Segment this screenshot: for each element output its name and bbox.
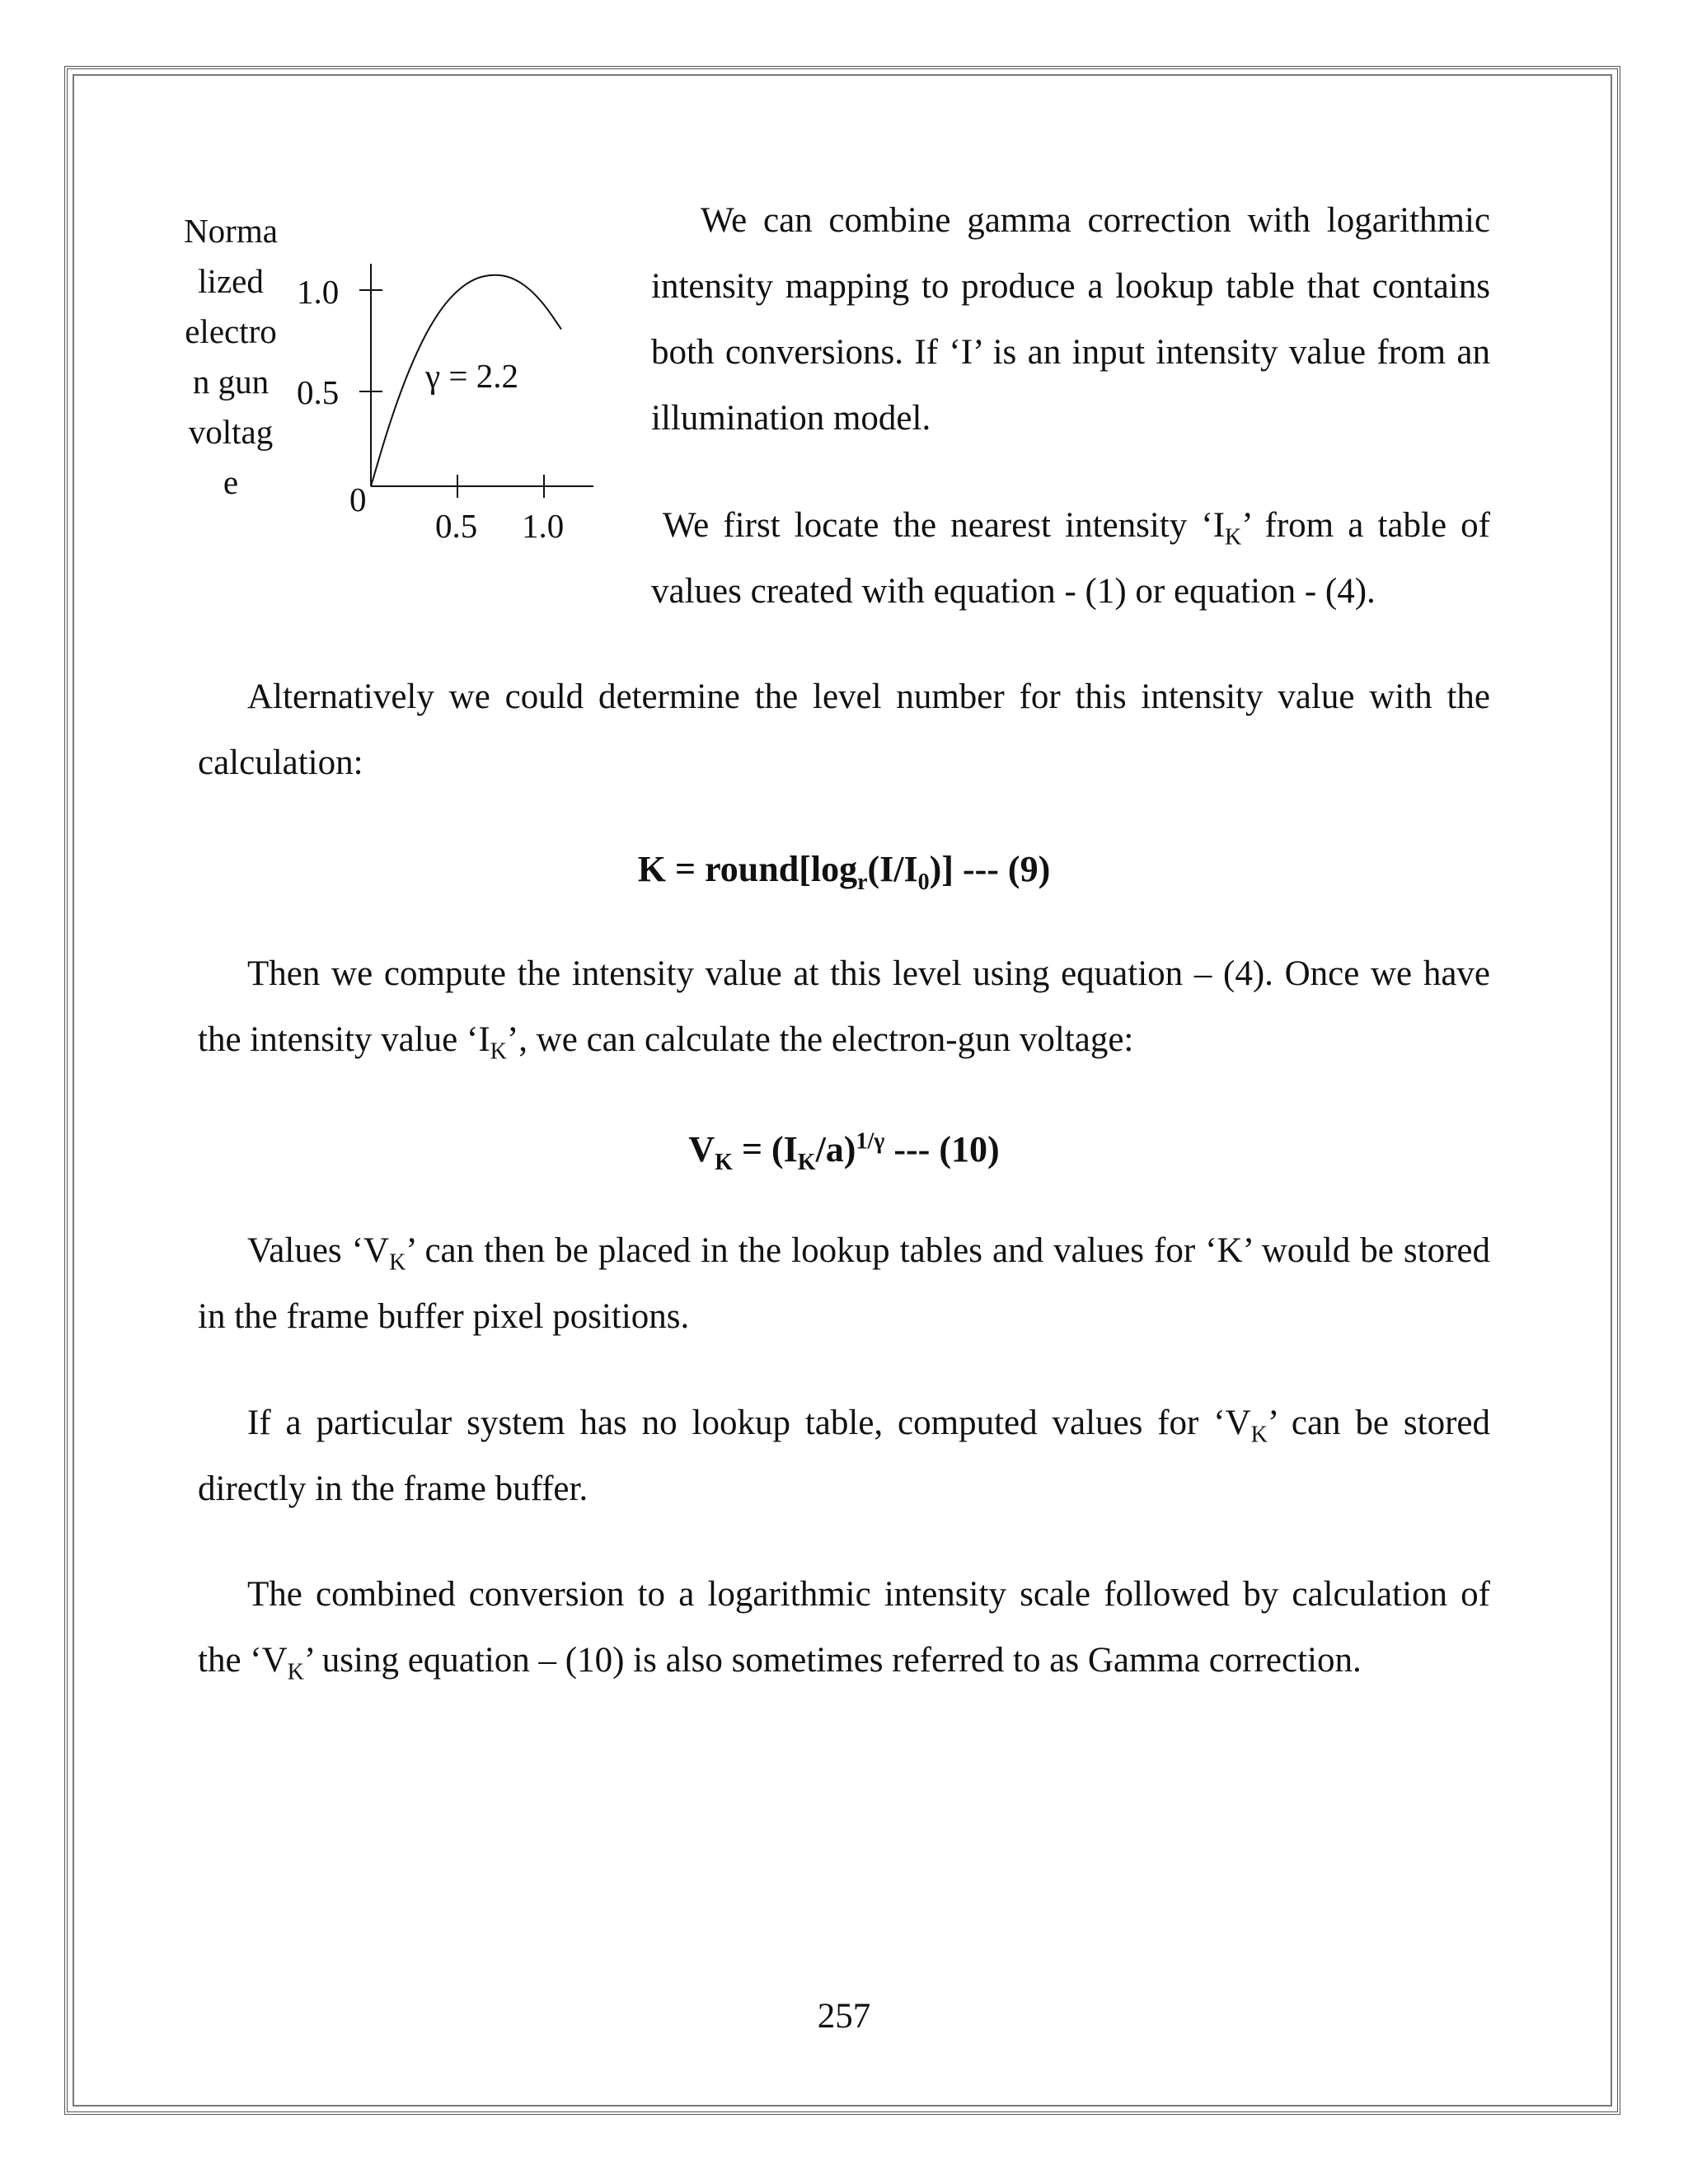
paragraph-text: Alternatively we could determine the level number for this intensity value with the calculation:: [198, 677, 1490, 782]
paragraph-text: If a particular system has no lookup table, computed values for ‘V: [247, 1404, 1251, 1442]
subscript: K: [715, 1149, 733, 1175]
paragraph-text: ’ from a table of values created with equation - (1) or equation - (4).: [651, 506, 1490, 611]
ylabel-line: voltag: [188, 413, 274, 451]
paragraph: [651, 188, 1490, 452]
paragraph-text: Then we compute the intensity value at this level using equation – (4). Once we have the intensity value ‘I: [198, 954, 1490, 1059]
paragraph: [198, 664, 1490, 796]
subscript: K: [1225, 524, 1242, 551]
subscript: r: [857, 869, 868, 895]
superscript: 1/γ: [856, 1128, 885, 1155]
subscript: K: [1250, 1422, 1268, 1448]
paragraph-text: Values ‘V: [247, 1231, 390, 1270]
equation-text: V: [688, 1129, 715, 1169]
subscript: K: [797, 1149, 816, 1175]
subscript: K: [389, 1249, 406, 1276]
y-tick-label: 0.5: [297, 373, 340, 411]
equation-10: [198, 1125, 1490, 1174]
paragraph-text: ’ can be stored directly in the frame buffer.: [198, 1404, 1490, 1508]
equation-text: = (I: [732, 1129, 798, 1169]
page-number: 257: [817, 1997, 871, 2036]
equation-text: --- (10): [884, 1129, 1000, 1169]
ylabel-line: Norma: [184, 212, 278, 250]
equation-text: K = round[log: [637, 849, 858, 889]
paragraph: [198, 1390, 1490, 1522]
equation-text: (I/I: [867, 849, 918, 889]
equation-9: [198, 845, 1490, 894]
figure-y-axis-label: [165, 206, 297, 508]
x-tick-label: 0.5: [435, 507, 478, 545]
subscript: K: [490, 1038, 507, 1065]
equation-text: /a): [815, 1129, 856, 1169]
ylabel-line: e: [223, 463, 239, 501]
equation-text: )] --- (9): [929, 849, 1051, 889]
y-tick-label: 1.0: [297, 273, 340, 311]
origin-label: 0: [349, 480, 367, 518]
paragraph: [198, 1562, 1490, 1694]
paragraph-text: We first locate the nearest intensity ‘I: [663, 506, 1226, 545]
subscript: 0: [917, 869, 930, 895]
ylabel-line: lized: [198, 262, 264, 300]
paragraph-text: ’, we can calculate the electron-gun voltage:: [506, 1020, 1134, 1059]
paragraph-text: ’ using equation – (10) is also sometimes referred to as Gamma correction.: [303, 1641, 1362, 1680]
paragraph-text: We can combine gamma correction with logarithmic intensity mapping to produce a lookup table that contains both conversions. If ‘I’ is an input intensity value from an illumination model.: [651, 201, 1490, 438]
paragraph-text: ’ can then be placed in the lookup tables and values for ‘K’ would be stored in the frame buffer pixel positions.: [198, 1231, 1491, 1336]
gamma-curve-chart: [280, 247, 626, 560]
paragraph: [198, 941, 1490, 1073]
x-tick-label: 1.0: [522, 507, 565, 545]
curve-annotation: γ = 2.2: [425, 357, 518, 395]
ylabel-line: n gun: [192, 363, 270, 401]
paragraph-text: The combined conversion to a logarithmic intensity scale followed by calculation of the ‘V: [198, 1575, 1490, 1680]
ylabel-line: electro: [185, 312, 277, 350]
paragraph: [651, 493, 1490, 625]
subscript: K: [287, 1659, 304, 1685]
paragraph: [198, 1218, 1490, 1350]
